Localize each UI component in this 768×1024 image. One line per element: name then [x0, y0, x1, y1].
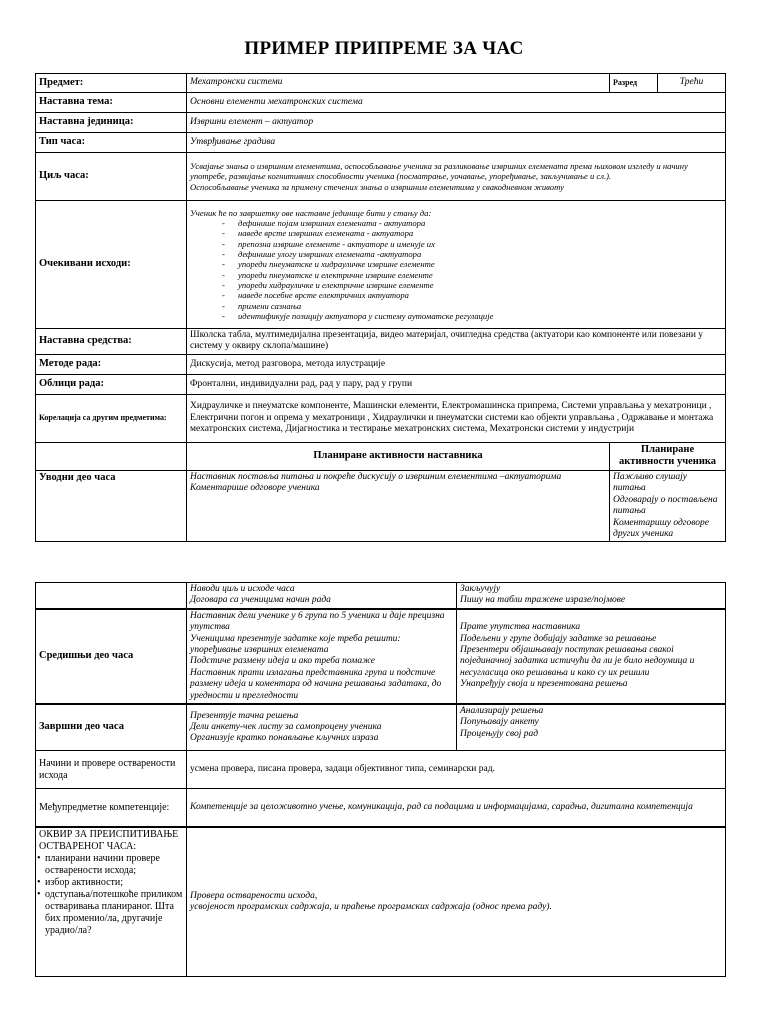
- subject-value: Мехатронски системи: [187, 74, 610, 93]
- continued-teacher-activities: [187, 583, 457, 609]
- activity-line: Коментарише одговоре ученика: [190, 483, 320, 494]
- activity-line: Подстиче размену идеја и ако треба помаже: [190, 656, 376, 667]
- outcome-check-value: усмена провера, писана провера, задаци објективног типа, семинарски рад.: [187, 751, 726, 789]
- teaching-aids-value: Школска табла, мултимедијална презентација, видео материјал, очигледна средства (актуатори као компоненте или повезани у систему у оквиру склопа/машине): [187, 329, 726, 355]
- unit-value: Извршни елемент – актуатор: [187, 113, 726, 133]
- teaching-aids-label: Наставна средства:: [36, 329, 187, 355]
- activity-line: Наставник прати излагања представника група и подстиче размену идеја и коментара од начина решавања задатака, до уредности и прегледности: [190, 667, 442, 701]
- review-framework-label: [36, 827, 187, 977]
- activity-line: Одговарају о постављена питања: [613, 494, 718, 517]
- activity-line: Унапређују своја и презентована решења: [460, 679, 628, 690]
- header-empty-cell: [36, 442, 187, 470]
- unit-label: Наставна јединица:: [36, 113, 187, 133]
- activity-line: Презентује тачна решења: [190, 710, 299, 721]
- lesson-plan-table-part2: [35, 582, 726, 977]
- outcome-item: - наведе посебне врсте електричних актуатора: [222, 290, 722, 300]
- main-part-label: Средишњи део часа: [36, 609, 187, 704]
- topic-label: Наставна тема:: [36, 93, 187, 113]
- topic-value: Основни елементи мехатронских система: [187, 93, 726, 113]
- review-line: Провера остварености исхода,: [190, 890, 318, 901]
- intro-teacher-activities: [187, 470, 610, 541]
- goal-line: Оспособљавање ученика за примену стечених знања о извршним елементима у свакодневном животу: [190, 181, 564, 192]
- activity-line: Презентери објашњавају поступак решавања свакоі појединачној задатка истичући да ли је било недоумица и несугласица око решавања и како су их решили: [460, 644, 695, 678]
- review-framework-title: ОКВИР ЗА ПРЕИСПИТИВАЊЕ ОСТВАРЕНОГ ЧАСА:: [39, 828, 179, 852]
- page-title: ПРИМЕР ПРИПРЕМЕ ЗА ЧАС: [244, 38, 524, 59]
- activity-line: Дели анкету-чек листу за самопроцену ученика: [190, 721, 382, 732]
- outcome-item: - наведе врсте извршних елемената - актуатора: [222, 228, 722, 238]
- outcomes-list: [190, 218, 722, 321]
- subject-label: Предмет:: [36, 74, 187, 93]
- activity-line: Коментаришу одговоре других ученика: [613, 517, 709, 539]
- activity-line: Ученицима презентује задатке које треба решити: упоређивање извршних елемената: [190, 633, 401, 655]
- outcomes-label: Очекивани исходи:: [36, 201, 187, 329]
- outcome-item: - дефинише појам извршних елемената - актуатора: [222, 218, 722, 228]
- outcome-item: - упореди пнеуматске и хидрауличке извршне елементе: [222, 259, 722, 269]
- activity-line: Закључују: [460, 584, 501, 594]
- activity-line: Пишу на табли тражене изразе/појмове: [460, 595, 626, 606]
- activity-line: Пажљиво слушају питања: [613, 471, 688, 494]
- lesson-type-value: Утврђивање градива: [187, 133, 726, 153]
- lesson-type-label: Тип часа:: [36, 133, 187, 153]
- goal-label: Циљ часа:: [36, 153, 187, 201]
- intro-part-label: Уводни део часа: [36, 470, 187, 541]
- teacher-activities-header: Планиране активности наставника: [187, 442, 610, 470]
- competencies-label: Међупредметне компетенције:: [36, 789, 187, 827]
- work-forms-value: Фронтални, индивидуални рад, рад у пару, рад у групи: [187, 374, 726, 394]
- outcome-item: - идентификује позицију актуатора у систему аутоматске регулације: [222, 311, 722, 321]
- outcomes-value: [187, 201, 726, 329]
- main-teacher-activities: [187, 609, 457, 704]
- grade-value: Трећи: [658, 74, 726, 93]
- activity-line: Договара са ученицима начин рада: [190, 595, 331, 606]
- outcome-check-label: Начини и провере остварености исхода: [36, 751, 187, 789]
- work-forms-label: Облици рада:: [36, 374, 187, 394]
- continued-student-activities: [457, 583, 726, 609]
- activity-line: Организује кратко понављање кључних израза: [190, 733, 379, 744]
- activity-line: Процењују свој рад: [460, 728, 539, 739]
- activity-line: Подељени у групе добијају задатке за решавање: [460, 633, 657, 644]
- intro-student-activities: [610, 470, 726, 541]
- student-activities-header: Планиране активности ученика: [610, 442, 726, 470]
- activity-line: Анализирају решења: [460, 705, 544, 716]
- outcome-item: - дефинише улогу извршних елемената -актуатора: [222, 249, 722, 259]
- review-framework-item: • одступања/потешкоће приликом остваривања планираног. Шта бих променио/ла, другачије урадио/ла?: [45, 889, 183, 937]
- correlation-value: Хидрауличке и пнеуматске компоненте, Машински елементи, Електромашинска припрема, Системи управљања у мехатроници , Електрични погон и опрема у мехатроници , Хидраулички и пнеуматски системи као објекти управљања , Одржавање и монтажа мехатронских система, Дијагностика и тестирање мехатронских система, Мехатронски системи у индустрији: [187, 394, 726, 442]
- review-framework-value: [187, 827, 726, 977]
- lesson-plan-table-part1: [35, 73, 726, 542]
- continued-empty-cell: [36, 583, 187, 609]
- activity-line: Наставник дели ученике у 6 група по 5 ученика и даје прецизна упутства: [190, 610, 445, 633]
- activity-line: Прате упутства наставника: [460, 622, 581, 633]
- outcome-item: - примени сазнања: [222, 301, 722, 311]
- competencies-value: Компетенције за целоживотно учење, комуникација, рад са подацима и информацијама, сарадња, дигитална компетенција: [187, 789, 726, 827]
- main-student-activities: [457, 609, 726, 704]
- methods-label: Методе рада:: [36, 354, 187, 374]
- review-framework-item: • избор активности;: [45, 877, 183, 889]
- activity-line: Наводи циљ и исходе часа: [190, 584, 295, 594]
- closing-teacher-activities: [187, 704, 457, 751]
- review-line: усвојеност програмских садржаја, и праћење програмских садржаја (однос према раду).: [190, 902, 552, 913]
- correlation-label: Корелација са другим предметима:: [36, 394, 187, 442]
- closing-student-activities: [457, 704, 726, 751]
- outcome-item: - упореди пнеуматске и електричне извршне елементе: [222, 270, 722, 280]
- outcome-item: - упореди хидрауличке и електричне извршне елементе: [222, 280, 722, 290]
- methods-value: Дискусија, метод разговора, метода илустрације: [187, 354, 726, 374]
- activity-line: Наставник поставља питања и покреће дискусију о извршним елементима –актуаторима: [190, 471, 562, 482]
- goal-value: [187, 153, 726, 201]
- closing-part-label: Завршни део часа: [36, 704, 187, 751]
- outcome-item: - препозна извршне елементе - актуаторе и именује их: [222, 239, 722, 249]
- goal-line: Усвајање знања о извршним елементима, оспособљавање ученика за разликовање извршних елемената према њиховом изгледу и начину употребе, развијање когнитивних способности ученика (посматрање, уочавање, упоређивање, закључивање и сл.).: [190, 161, 688, 182]
- review-framework-list: [39, 853, 183, 937]
- grade-label: Разред: [610, 74, 658, 93]
- activity-line: Попуњавају анкету: [460, 717, 539, 728]
- outcomes-intro: Ученик ће по завршетку ове наставне јединице бити у стању да:: [190, 207, 432, 218]
- review-framework-item: • планирани начини провере остварености исхода;: [45, 853, 183, 877]
